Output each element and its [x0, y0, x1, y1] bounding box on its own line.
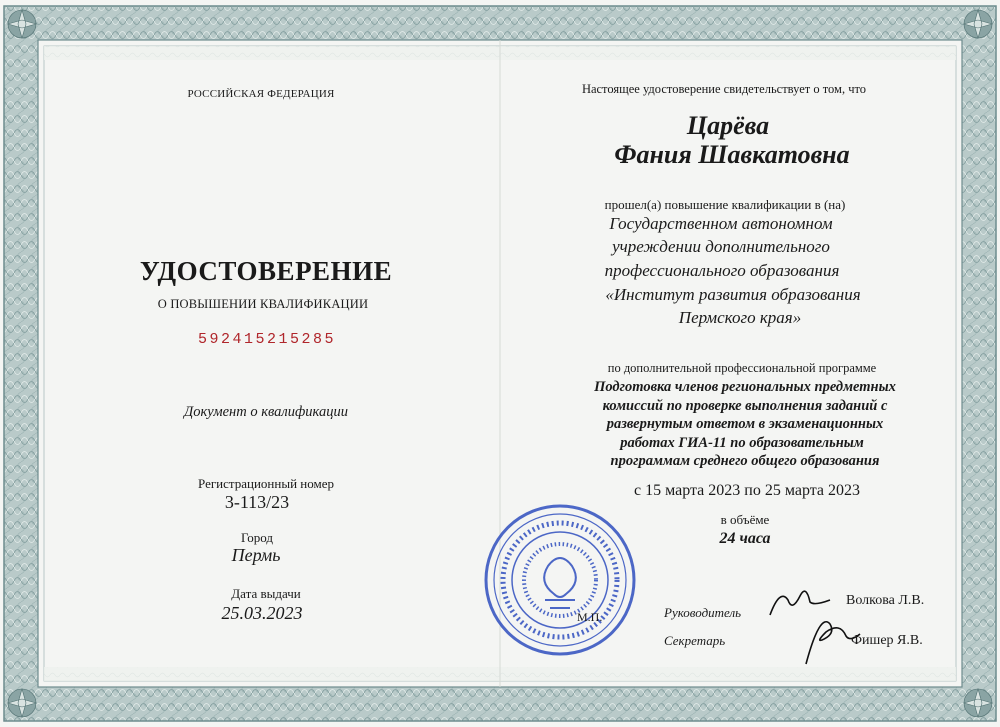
org-line: профессионального образования [604, 261, 840, 280]
program-line: развернутым ответом в экзаменационных [606, 416, 884, 432]
reg-number-label: Регистрационный номер [198, 476, 334, 491]
document-title: УДОСТОВЕРЕНИЕ [139, 256, 393, 286]
secretary-name: Фишер Я.В. [851, 633, 923, 648]
country-name: РОССИЙСКАЯ ФЕДЕРАЦИЯ [187, 88, 335, 100]
document-subtitle: О ПОВЫШЕНИИ КВАЛИФИКАЦИИ [157, 297, 369, 311]
org-line: «Институт развития образования [605, 285, 861, 304]
volume-label: в объёме [720, 512, 770, 527]
holder-given-names: Фания Шавкатовна [614, 140, 850, 169]
org-line: учреждении дополнительного [612, 237, 830, 256]
holder-surname: Царёва [686, 111, 770, 140]
program-label: по дополнительной профессиональной программе [607, 361, 877, 375]
city-value: Пермь [231, 545, 281, 565]
course-dates: с 15 марта 2023 по 25 марта 2023 [633, 482, 861, 499]
document-type: Документ о квалификации [184, 404, 348, 420]
city-label: Город [240, 530, 274, 545]
secretary-label: Секретарь [664, 633, 726, 648]
org-line: Пермского края» [678, 308, 802, 327]
program-line: Подготовка членов региональных предметных [594, 379, 896, 395]
program-line: программам среднего общего образования [610, 453, 880, 469]
head-label: Руководитель [664, 605, 742, 620]
reg-number-value: 3-113/23 [224, 492, 290, 512]
serial-number: 592415215285 [197, 331, 337, 348]
program-line: работах ГИА-11 по образовательным [620, 435, 864, 451]
stamp-mark: М.П. [577, 610, 603, 624]
head-signature [770, 591, 830, 615]
head-name: Волкова Л.В. [846, 593, 925, 608]
volume-value: 24 часа [719, 530, 771, 547]
org-line: Государственном автономном [609, 214, 833, 233]
program-line: комиссий по проверке выполнения заданий с [602, 398, 888, 414]
issue-date-label: Дата выдачи [231, 586, 301, 601]
seal-stamp [486, 506, 634, 654]
issue-date-value: 25.03.2023 [221, 603, 303, 623]
passed-text: прошел(а) повышение квалификации в (на) [604, 197, 846, 212]
intro-text: Настоящее удостоверение свидетельствует о том, что [581, 82, 867, 96]
